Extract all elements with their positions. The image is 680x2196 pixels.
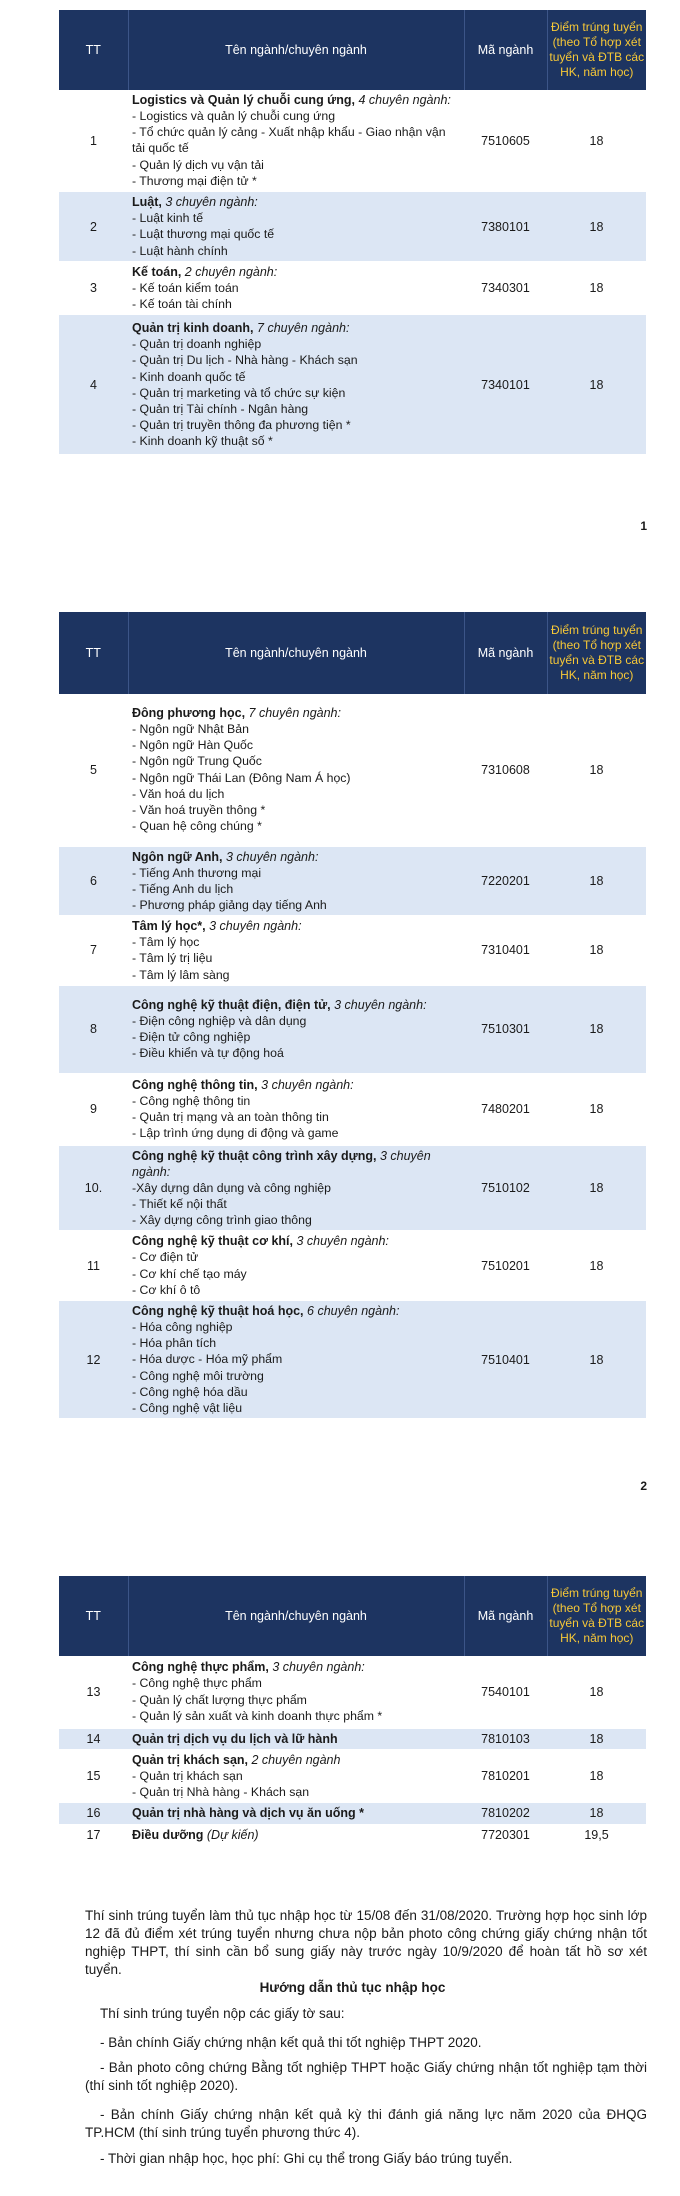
specialization-item: - Cơ khí ô tô <box>132 1282 201 1297</box>
specialization-item: - Điện tử công nghiệp <box>132 1030 251 1045</box>
header-code: Mã ngành <box>464 1576 547 1656</box>
row-number: 5 <box>59 694 128 846</box>
admission-score: 18 <box>547 694 646 846</box>
specialization-count: 3 chuyên ngành: <box>226 849 319 864</box>
row-number: 14 <box>59 1728 128 1749</box>
header-code: Mã ngành <box>464 10 547 90</box>
table-row <box>59 1728 646 1749</box>
major-code: 7510605 <box>464 90 547 192</box>
major-name <box>132 320 460 336</box>
major-code: 7540101 <box>464 1656 547 1728</box>
specialization-count: 4 chuyên ngành: <box>358 93 451 107</box>
major-name <box>132 705 460 721</box>
row-number: 11 <box>59 1231 128 1301</box>
specialization-item: - Tiếng Anh du lịch <box>132 881 234 896</box>
admission-score: 18 <box>547 1073 646 1145</box>
major-cell <box>128 1824 464 1846</box>
row-number: 10. <box>59 1145 128 1231</box>
major-name <box>132 1303 460 1319</box>
major-name <box>132 1077 460 1093</box>
major-cell <box>128 90 464 192</box>
major-title: Tâm lý học*, <box>132 919 206 934</box>
major-code: 7810202 <box>464 1802 547 1824</box>
table-row <box>59 192 646 262</box>
specialization-item: - Quản trị Du lịch - Nhà hàng - Khách sạn <box>132 353 358 368</box>
specialization-item: - Tâm lý học <box>132 935 200 950</box>
specialization-item: - Quan hệ công chúng * <box>132 819 262 834</box>
major-code: 7220201 <box>464 846 547 916</box>
specialization-count: (Dự kiến) <box>206 1828 259 1843</box>
guide-item: - Bản chính Giấy chứng nhận kết quả kỳ thi đánh giá năng lực năm 2020 của ĐHQG TP.HCM (thí sinh trúng tuyển phương thức 4). <box>85 2107 647 2140</box>
specialization-item: - Luật thương mại quốc tế <box>132 227 275 242</box>
specialization-item: - Kinh doanh quốc tế <box>132 369 246 384</box>
specialization-item: - Kế toán tài chính <box>132 297 232 312</box>
major-cell <box>128 1145 464 1231</box>
specialization-item: - Điều khiển và tự động hoá <box>132 1046 284 1061</box>
page-number: 1 <box>640 519 647 533</box>
major-title: Luật, <box>132 195 162 210</box>
major-title: Quản trị dịch vụ du lịch và lữ hành <box>132 1731 338 1746</box>
specialization-item: - Quản trị doanh nghiệp <box>132 337 262 352</box>
specialization-item: - Quản trị mạng và an toàn thông tin <box>132 1110 329 1125</box>
major-code: 7310608 <box>464 694 547 846</box>
specialization-item: - Hóa công nghiệp <box>132 1319 233 1334</box>
major-code: 7810103 <box>464 1728 547 1749</box>
row-number: 4 <box>59 315 128 455</box>
major-cell <box>128 1749 464 1802</box>
table-row <box>59 1300 646 1418</box>
table-header-row <box>59 10 646 90</box>
admission-score: 18 <box>547 1231 646 1301</box>
specialization-item: - Quản trị truyền thông đa phương tiện * <box>132 418 351 433</box>
specialization-item: - Kinh doanh kỹ thuật số * <box>132 434 273 449</box>
specialization-item: - Văn hoá truyền thông * <box>132 803 266 818</box>
specialization-item: - Hóa phân tích <box>132 1336 217 1351</box>
specialization-item: - Xây dựng công trình giao thông <box>132 1213 312 1228</box>
header-score: Điểm trúng tuyển (theo Tổ hợp xét tuyển và ĐTB các HK, năm học) <box>547 10 646 90</box>
admission-score: 18 <box>547 192 646 262</box>
specialization-item: - Quản trị Tài chính - Ngân hàng <box>132 402 309 417</box>
header-name: Tên ngành/chuyên ngành <box>128 1576 464 1656</box>
admission-table-page-3 <box>59 1576 646 1847</box>
major-title: Công nghệ thông tin, <box>132 1077 258 1092</box>
admission-score: 19,5 <box>547 1824 646 1846</box>
specialization-item: - Ngôn ngữ Thái Lan (Đông Nam Á học) <box>132 770 351 785</box>
table-row <box>59 315 646 455</box>
guide-item: - Thời gian nhập học, học phí: Ghi cụ thể trong Giấy báo trúng tuyển. <box>100 2151 513 2166</box>
major-title: Ngôn ngữ Anh, <box>132 849 223 864</box>
specialization-item: - Ngôn ngữ Trung Quốc <box>132 754 262 769</box>
major-title: Công nghệ kỹ thuật công trình xây dựng, <box>132 1148 377 1163</box>
major-code: 7340101 <box>464 315 547 455</box>
specialization-count: 3 chuyên ngành: <box>296 1234 389 1249</box>
specialization-item: - Hóa dược - Hóa mỹ phẩm <box>132 1352 283 1367</box>
major-cell <box>128 1802 464 1824</box>
guide-item: - Bản photo công chứng Bằng tốt nghiệp THPT hoặc Giấy chứng nhận tốt nghiệp tạm thời (thí sinh tốt nghiệp 2020). <box>85 2060 647 2093</box>
header-name: Tên ngành/chuyên ngành <box>128 612 464 694</box>
admission-score: 18 <box>547 1145 646 1231</box>
admission-score: 18 <box>547 1728 646 1749</box>
specialization-item: -Xây dựng dân dụng và công nghiệp <box>132 1180 331 1195</box>
specialization-count: 6 chuyên ngành: <box>307 1303 400 1318</box>
specialization-item: - Luật hành chính <box>132 243 228 258</box>
table-header-row <box>59 1576 646 1656</box>
specialization-item: - Công nghệ vật liệu <box>132 1400 243 1415</box>
specialization-item: - Lập trình ứng dụng di động và game <box>132 1126 339 1141</box>
major-name <box>132 264 460 280</box>
major-name <box>132 1148 460 1180</box>
admission-table-page-1 <box>59 10 646 455</box>
table-row <box>59 1802 646 1824</box>
header-tt: TT <box>59 1576 128 1656</box>
page-number: 2 <box>640 1479 647 1493</box>
major-cell <box>128 985 464 1073</box>
major-name <box>132 1659 460 1675</box>
header-tt: TT <box>59 10 128 90</box>
major-title: Quản trị kinh doanh, <box>132 321 254 336</box>
admission-score: 18 <box>547 1749 646 1802</box>
specialization-item: - Thương mại điện tử * <box>132 173 257 188</box>
specialization-item: - Logistics và quản lý chuỗi cung ứng <box>132 109 336 123</box>
specialization-item: - Tiếng Anh thương mại <box>132 865 262 880</box>
major-cell <box>128 1073 464 1145</box>
major-code: 7340301 <box>464 262 547 315</box>
guide-item: - Bản chính Giấy chứng nhận kết quả thi tốt nghiệp THPT 2020. <box>100 2035 482 2050</box>
major-name <box>132 1233 460 1249</box>
header-score: Điểm trúng tuyển (theo Tổ hợp xét tuyển và ĐTB các HK, năm học) <box>547 612 646 694</box>
specialization-count: 7 chuyên ngành: <box>257 321 350 336</box>
table-row <box>59 985 646 1073</box>
admission-score: 18 <box>547 1656 646 1728</box>
major-name <box>132 1731 460 1747</box>
major-code: 7510401 <box>464 1300 547 1418</box>
major-title: Logistics và Quản lý chuỗi cung ứng, <box>132 93 355 107</box>
specialization-item: - Cơ điện tử <box>132 1250 199 1265</box>
major-cell <box>128 192 464 262</box>
row-number: 17 <box>59 1824 128 1846</box>
admission-score: 18 <box>547 1802 646 1824</box>
specialization-item: - Luật kinh tế <box>132 211 204 226</box>
major-name <box>132 1752 460 1768</box>
specialization-item: - Tổ chức quản lý cảng - Xuất nhập khẩu - Giao nhận vận tải quốc tế <box>132 125 446 156</box>
specialization-item: - Quản trị Nhà hàng - Khách sạn <box>132 1784 310 1799</box>
admission-score: 18 <box>547 985 646 1073</box>
major-name <box>132 92 460 108</box>
row-number: 8 <box>59 985 128 1073</box>
row-number: 7 <box>59 916 128 986</box>
specialization-item: - Tâm lý lâm sàng <box>132 967 230 982</box>
enrollment-note: Thí sinh trúng tuyển làm thủ tục nhập học từ 15/08 đến 31/08/2020. Trường hợp học sinh lớp 12 đã đủ điểm xét trúng tuyển nhưng chưa nộp bản photo công chứng giấy chứng nhận tốt nghiệp THPT, thí sinh cần bổ sung giấy này trước ngày 10/9/2020 để hoàn tất hồ sơ xét tuyển. <box>85 1908 647 1977</box>
specialization-item: - Công nghệ thông tin <box>132 1093 251 1108</box>
major-name <box>132 1827 460 1843</box>
specialization-count: 3 chuyên ngành: <box>334 997 427 1012</box>
table-header-row <box>59 612 646 694</box>
major-title: Công nghệ thực phẩm, <box>132 1660 269 1675</box>
major-title: Công nghệ kỹ thuật cơ khí, <box>132 1234 293 1249</box>
major-code: 7810201 <box>464 1749 547 1802</box>
header-tt: TT <box>59 612 128 694</box>
row-number: 3 <box>59 262 128 315</box>
specialization-count: 2 chuyên ngành <box>251 1752 341 1767</box>
major-cell <box>128 262 464 315</box>
specialization-item: - Quản trị marketing và tổ chức sự kiện <box>132 385 346 400</box>
specialization-count: 3 chuyên ngành: <box>261 1077 354 1092</box>
table-row <box>59 1231 646 1301</box>
table-row <box>59 1073 646 1145</box>
major-cell <box>128 315 464 455</box>
specialization-count: 3 chuyên ngành: <box>132 1148 431 1179</box>
major-title: Quản trị khách sạn, <box>132 1752 249 1767</box>
specialization-item: - Tâm lý trị liệu <box>132 951 213 966</box>
admission-score: 18 <box>547 846 646 916</box>
major-cell <box>128 1231 464 1301</box>
specialization-item: - Công nghệ môi trường <box>132 1368 264 1383</box>
major-code: 7380101 <box>464 192 547 262</box>
row-number: 16 <box>59 1802 128 1824</box>
table-row <box>59 916 646 986</box>
specialization-count: 7 chuyên ngành: <box>248 706 341 721</box>
major-code: 7720301 <box>464 1824 547 1846</box>
table-row <box>59 262 646 315</box>
specialization-item: - Quản lý chất lượng thực phẩm <box>132 1692 307 1707</box>
specialization-count: 3 chuyên ngành: <box>165 195 258 210</box>
major-cell <box>128 846 464 916</box>
major-code: 7310401 <box>464 916 547 986</box>
major-code: 7510301 <box>464 985 547 1073</box>
specialization-item: - Thiết kế nội thất <box>132 1196 227 1211</box>
major-name <box>132 849 460 865</box>
header-score: Điểm trúng tuyển (theo Tổ hợp xét tuyển và ĐTB các HK, năm học) <box>547 1576 646 1656</box>
admission-score: 18 <box>547 916 646 986</box>
major-title: Điều dưỡng <box>132 1828 204 1843</box>
major-title: Quản trị nhà hàng và dịch vụ ăn uống * <box>132 1806 364 1821</box>
major-code: 7510102 <box>464 1145 547 1231</box>
major-title: Công nghệ kỹ thuật hoá học, <box>132 1303 304 1318</box>
specialization-item: - Điện công nghiệp và dân dụng <box>132 1013 307 1028</box>
specialization-item: - Cơ khí chế tạo máy <box>132 1266 247 1281</box>
major-code: 7480201 <box>464 1073 547 1145</box>
table-row <box>59 1824 646 1846</box>
header-name: Tên ngành/chuyên ngành <box>128 10 464 90</box>
specialization-item: - Quản trị khách sạn <box>132 1768 243 1783</box>
header-code: Mã ngành <box>464 612 547 694</box>
table-row <box>59 90 646 192</box>
specialization-count: 3 chuyên ngành: <box>209 919 302 934</box>
specialization-item: - Phương pháp giảng dạy tiếng Anh <box>132 897 327 912</box>
specialization-item: - Quản lý sản xuất và kinh doanh thực phẩm * <box>132 1708 383 1723</box>
specialization-item: - Kế toán kiểm toán <box>132 281 239 296</box>
guide-title: Hướng dẫn thủ tục nhập học <box>259 1980 446 1995</box>
major-title: Đông phương học, <box>132 706 246 721</box>
major-name <box>132 918 460 934</box>
row-number: 6 <box>59 846 128 916</box>
table-row <box>59 1145 646 1231</box>
table-row <box>59 1656 646 1728</box>
admission-score: 18 <box>547 1300 646 1418</box>
admission-score: 18 <box>547 315 646 455</box>
admission-table-page-2 <box>59 612 646 1419</box>
major-cell <box>128 694 464 846</box>
major-title: Kế toán, <box>132 265 182 280</box>
table-row <box>59 1749 646 1802</box>
major-cell <box>128 1300 464 1418</box>
specialization-item: - Quản lý dịch vụ vận tải <box>132 157 264 172</box>
specialization-item: - Văn hoá du lịch <box>132 786 225 801</box>
row-number: 12 <box>59 1300 128 1418</box>
major-code: 7510201 <box>464 1231 547 1301</box>
row-number: 15 <box>59 1749 128 1802</box>
guide-intro: Thí sinh trúng tuyển nộp các giấy tờ sau: <box>100 2006 345 2021</box>
major-cell <box>128 1728 464 1749</box>
major-cell <box>128 916 464 986</box>
major-name <box>132 194 460 210</box>
specialization-item: - Công nghệ thực phẩm <box>132 1676 262 1691</box>
specialization-item: - Ngôn ngữ Hàn Quốc <box>132 738 254 753</box>
admission-score: 18 <box>547 90 646 192</box>
specialization-item: - Công nghệ hóa dầu <box>132 1384 248 1399</box>
major-name <box>132 997 460 1013</box>
specialization-item: - Ngôn ngữ Nhật Bản <box>132 722 249 737</box>
row-number: 1 <box>59 90 128 192</box>
major-name <box>132 1805 460 1821</box>
row-number: 2 <box>59 192 128 262</box>
table-row <box>59 846 646 916</box>
major-title: Công nghệ kỹ thuật điện, điện tử, <box>132 997 331 1012</box>
specialization-count: 3 chuyên ngành: <box>272 1660 365 1675</box>
row-number: 9 <box>59 1073 128 1145</box>
major-cell <box>128 1656 464 1728</box>
table-row <box>59 694 646 846</box>
admission-score: 18 <box>547 262 646 315</box>
specialization-count: 2 chuyên ngành: <box>184 265 278 280</box>
row-number: 13 <box>59 1656 128 1728</box>
